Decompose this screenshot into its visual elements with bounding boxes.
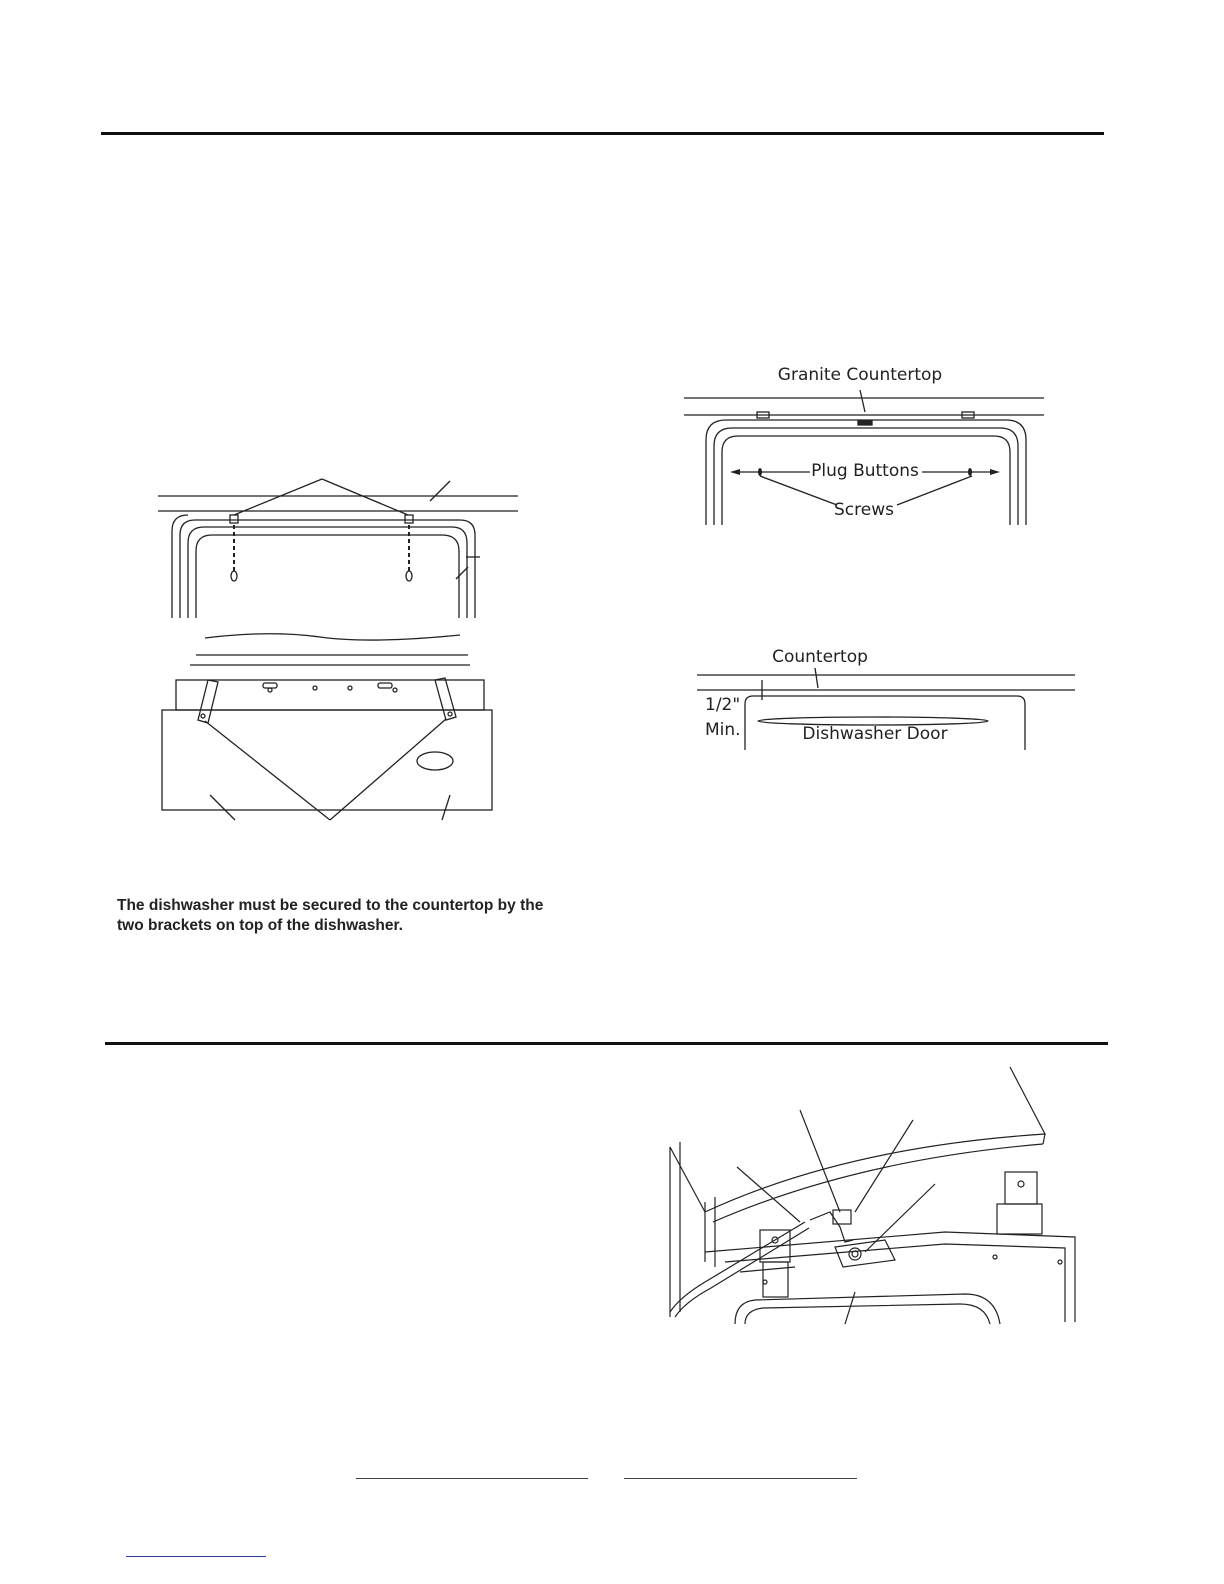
section-divider-middle	[105, 1042, 1108, 1045]
granite-countertop-label: Granite Countertop	[777, 365, 943, 385]
countertop-label: Countertop	[772, 647, 868, 667]
water-connection-diagram	[665, 1062, 1085, 1327]
countertop-clearance-diagram	[695, 640, 1080, 760]
footer-line-right	[624, 1478, 857, 1479]
granite-countertop-diagram	[682, 360, 1050, 530]
bracket-mounting-diagram	[150, 475, 530, 825]
gap-measurement-label: 1/2"	[705, 695, 741, 715]
footer-link-underline[interactable]	[126, 1556, 266, 1557]
mounting-note	[117, 896, 597, 936]
mounting-note-line-1: The dishwasher must be secured to the countertop by the	[117, 897, 544, 914]
plug-buttons-label: Plug Buttons	[811, 461, 919, 481]
screws-label: Screws	[834, 500, 894, 520]
section-divider-top	[101, 132, 1104, 135]
mounting-note-line-2: two brackets on top of the dishwasher.	[117, 917, 403, 934]
dishwasher-door-label: Dishwasher Door	[802, 724, 948, 744]
minimum-label: Min.	[705, 720, 741, 740]
footer-line-left	[356, 1478, 588, 1479]
